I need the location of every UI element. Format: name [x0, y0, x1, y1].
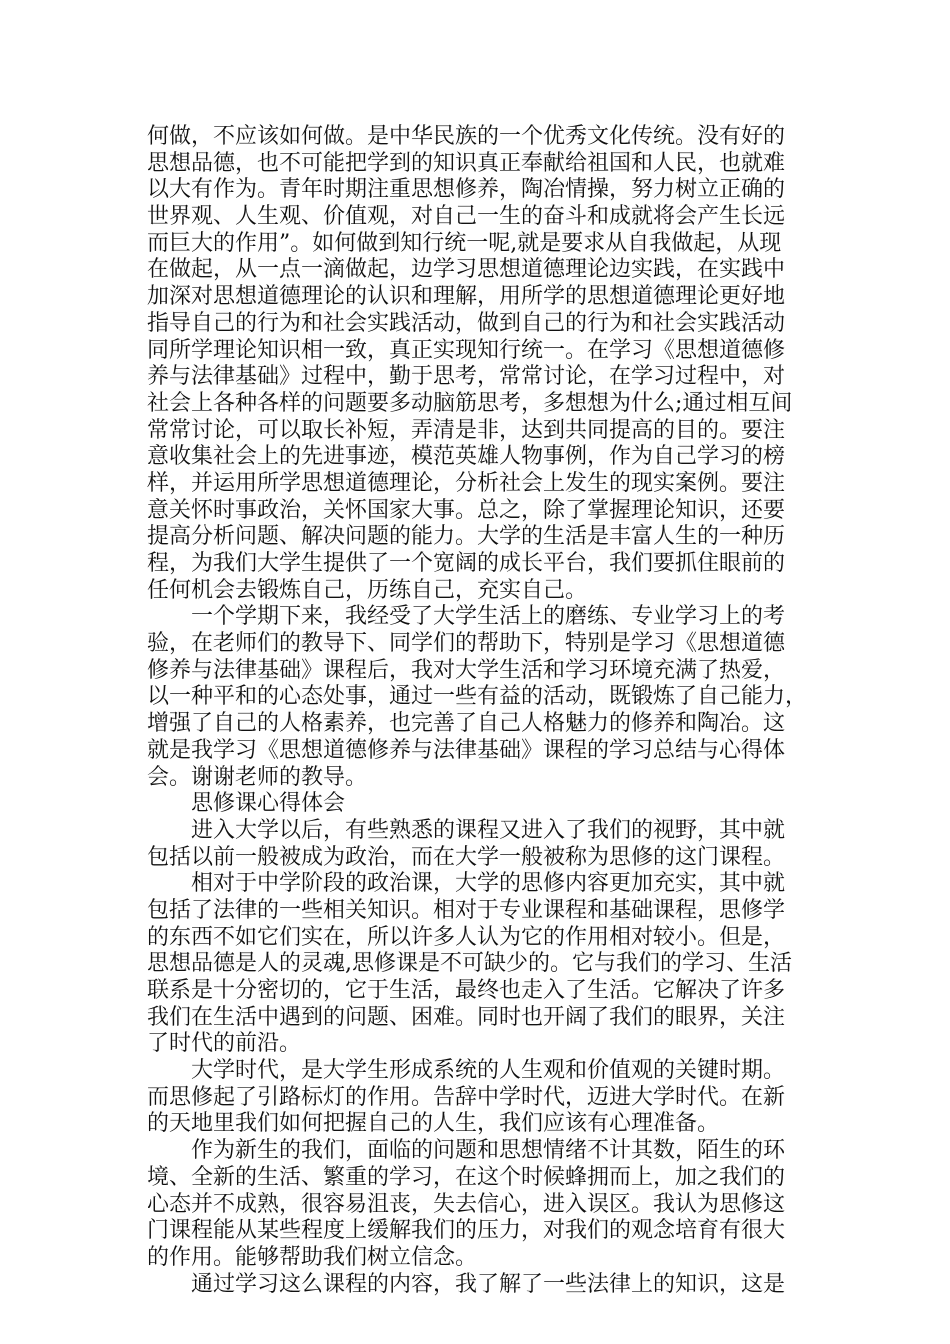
text-line: 进入大学以后，有些熟悉的课程又进入了我们的视野，其中就 [147, 817, 786, 843]
text-line: 意收集社会上的先进事迹，模范英雄人物事例，作为自己学习的榜 [147, 444, 786, 470]
text-line: 门课程能从某些程度上缓解我们的压力，对我们的观念培育有很大 [147, 1218, 786, 1244]
text-line: 通过学习这么课程的内容，我了解了一些法律上的知识，这是 [147, 1271, 786, 1297]
text-line: 思想品德是人的灵魂,思修课是不可缺少的。它与我们的学习、生活 [147, 951, 792, 977]
text-line: 大学时代，是大学生形成系统的人生观和价值观的关键时期。 [147, 1058, 786, 1084]
text-line: 加深对思想道德理论的认识和理解，用所学的思想道德理论更好地 [147, 284, 786, 310]
text-line: 同所学理论知识相一致，真正实现知行统一。在学习《思想道德修 [147, 337, 786, 363]
text-line: 在做起，从一点一滴做起，边学习思想道德理论边实践，在实践中 [147, 257, 786, 283]
text-line: 增强了自己的人格素养，也完善了自己人格魅力的修养和陶冶。这 [147, 711, 786, 737]
text-line: 社会上各种各样的问题要多动脑筋思考，多想想为什么;通过相互间 [147, 390, 793, 416]
text-line: 作为新生的我们，面临的问题和思想情绪不计其数，陌生的环 [147, 1138, 786, 1164]
document-body [147, 124, 833, 1298]
text-line: 的天地里我们如何把握自己的人生，我们应该有心理准备。 [147, 1111, 720, 1137]
text-line: 世界观、人生观、价值观，对自己一生的奋斗和成就将会产生长远 [147, 204, 786, 230]
text-line: 程，为我们大学生提供了一个宽阔的成长平台，我们要抓住眼前的 [147, 551, 786, 576]
text-line: 任何机会去锻炼自己，历练自己，充实自己。 [147, 577, 588, 603]
text-line: 包括以前一般被成为政治，而在大学一般被称为思修的这门课程。 [147, 844, 786, 870]
text-line: 养与法律基础》过程中，勤于思考，常常讨论，在学习过程中，对 [147, 364, 786, 390]
text-line: 思修课心得体会 [147, 791, 346, 817]
text-line: 而思修起了引路标灯的作用。告辞中学时代，迈进大学时代。在新 [147, 1084, 786, 1110]
text-line: 境、全新的生活、繁重的学习，在这个时候蜂拥而上，加之我们的 [147, 1164, 786, 1190]
text-line: 的作用。能够帮助我们树立信念。 [147, 1244, 478, 1270]
text-line: 常常讨论，可以取长补短，弄清是非，达到共同提高的目的。要注 [147, 417, 786, 443]
text-line: 包括了法律的一些相关知识。相对于专业课程和基础课程，思修学 [147, 897, 786, 923]
text-line: 验，在老师们的教导下、同学们的帮助下，特别是学习《思想道德 [147, 631, 786, 657]
text-line: 会。谢谢老师的教导。 [147, 764, 368, 790]
text-line: 提高分析问题、解决问题的能力。大学的生活是丰富人生的一种历 [147, 524, 786, 550]
text-line: 心态并不成熟，很容易沮丧，失去信心，进入误区。我认为思修这 [147, 1191, 786, 1217]
text-line: 以一种平和的心态处事，通过一些有益的活动，既锻炼了自己能力， [147, 684, 808, 710]
text-line: 以大有作为。青年时期注重思想修养，陶冶情操，努力树立正确的 [147, 177, 786, 203]
text-line: 而巨大的作用”。如何做到知行统一呢,就是要求从自我做起，从现 [147, 230, 782, 256]
text-line: 一个学期下来，我经受了大学生活上的磨练、专业学习上的考 [147, 604, 786, 630]
text-line: 思想品德，也不可能把学到的知识真正奉献给祖国和人民，也就难 [147, 150, 786, 176]
text-line: 样，并运用所学思想道德理论，分析社会上发生的现实案例。要注 [147, 470, 786, 496]
text-line: 何做，不应该如何做。是中华民族的一个优秀文化传统。没有好的 [147, 124, 786, 149]
text-line: 联系是十分密切的，它于生活，最终也走入了生活。它解决了许多 [147, 978, 786, 1003]
text-line: 了时代的前沿。 [147, 1031, 302, 1057]
text-line: 指导自己的行为和社会实践活动，做到自己的行为和社会实践活动 [147, 310, 786, 336]
text-line: 修养与法律基础》课程后，我对大学生活和学习环境充满了热爱， [147, 657, 786, 683]
text-line: 意关怀时事政治，关怀国家大事。总之，除了掌握理论知识，还要 [147, 497, 786, 523]
text-line: 就是我学习《思想道德修养与法律基础》课程的学习总结与心得体 [147, 737, 786, 763]
text-line: 我们在生活中遇到的问题、困难。同时也开阔了我们的眼界，关注 [147, 1004, 786, 1030]
text-line: 的东西不如它们实在，所以许多人认为它的作用相对较小。但是， [147, 924, 786, 950]
text-line: 相对于中学阶段的政治课，大学的思修内容更加充实，其中就 [147, 871, 786, 897]
